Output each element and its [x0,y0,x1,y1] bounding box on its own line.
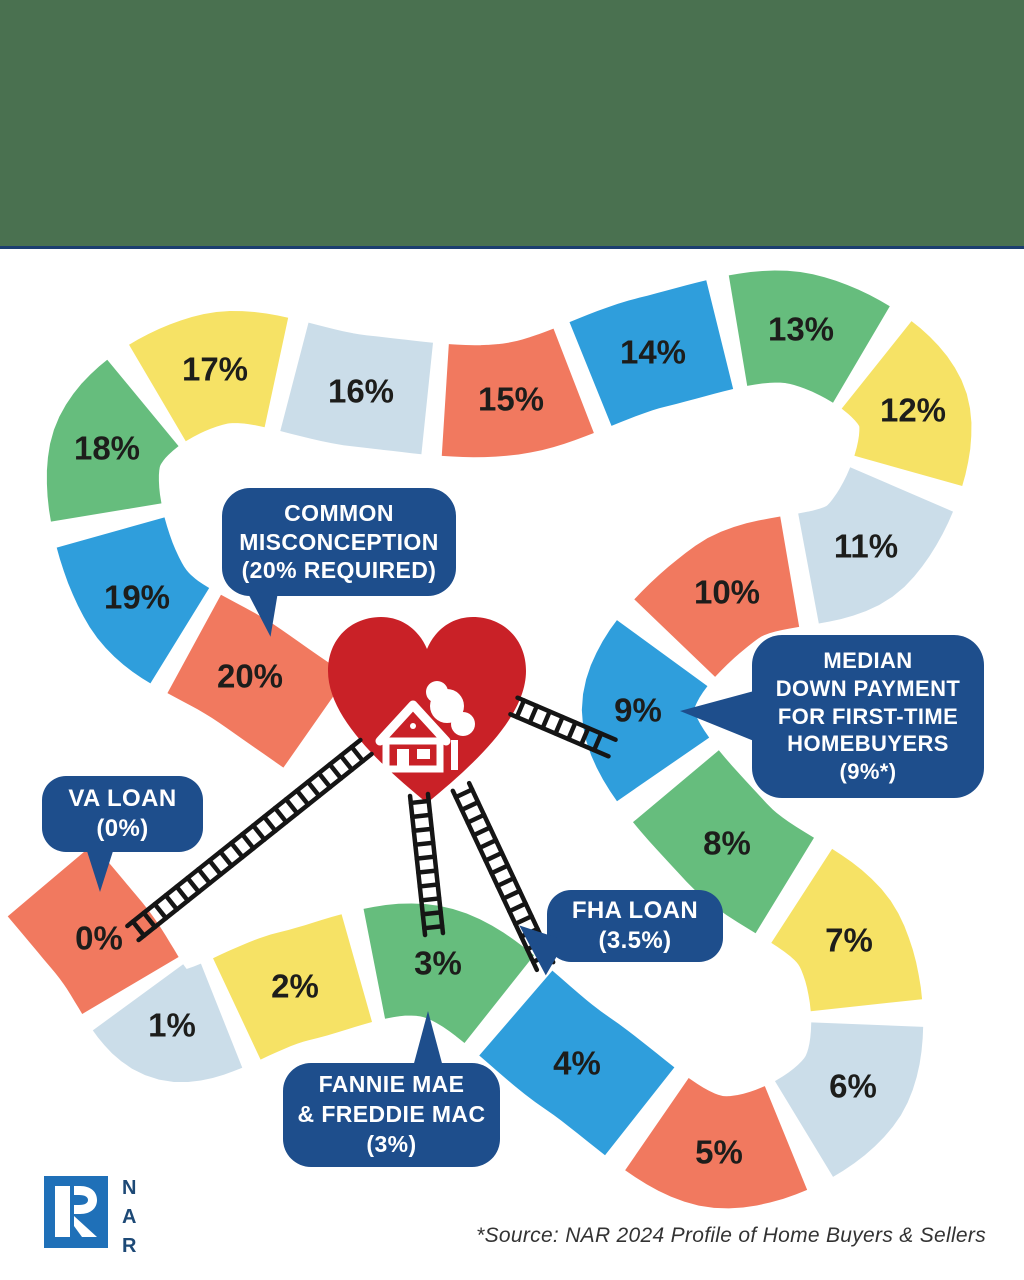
callout-line: (3.5%) [598,927,672,954]
nar-letter: A [122,1206,138,1228]
callout-line: MISCONCEPTION [239,528,439,555]
callout-line: VA LOAN [68,785,177,812]
callout-line: FHA LOAN [571,897,699,924]
nar-logo [44,1176,164,1256]
board-segment-label: 12% [879,391,947,429]
house-door [397,749,409,769]
nar-logo-letters [122,1177,137,1258]
board-segment-label: 13% [767,310,835,348]
board-segment-label: 10% [693,573,761,611]
callout-common-misconception [222,488,456,596]
callout-fannie-mae-freddie-mac [283,1063,500,1167]
board-segment-label: 9% [614,691,662,729]
source-note: *Source: NAR 2024 Profile of Home Buyers & Sellers [476,1224,986,1247]
board-segment-label: 15% [477,380,545,418]
callout-va-loan [42,776,203,852]
board-segment-label: 11% [833,527,899,565]
tree-cloud-icon [451,712,475,736]
realtor-r-icon [44,1176,108,1248]
tree-cloud-icon [426,681,448,703]
board-segment-label: 19% [103,578,171,616]
callout-line: DOWN PAYMENT [775,675,961,701]
callout-line: COMMON [284,499,394,526]
callout-line: & FREDDIE MAC [297,1101,486,1128]
board-segment-label: 16% [327,372,395,410]
callout-line: (20% REQUIRED) [241,557,437,584]
board-segment-label: 2% [271,967,319,1005]
callout-line: (0%) [96,815,149,842]
board-segment-label: 14% [619,333,687,371]
board-segment-label: 6% [829,1067,877,1105]
board-segment-label: 7% [825,921,873,959]
callout-line: FANNIE MAE [318,1071,465,1098]
board-segment-label: 5% [695,1133,743,1171]
heart-shape [328,617,526,803]
callout-line: HOMEBUYERS [787,731,949,757]
board-segment-label: 18% [73,429,141,467]
board-segment-label: 20% [216,657,284,695]
nar-letter: N [122,1177,138,1199]
callout-line: MEDIAN [823,647,913,673]
board-segment-label: 8% [703,824,751,862]
callout-line: (9%*) [839,759,897,785]
callout-median-down-payment [752,635,984,798]
tree-trunk [451,740,458,770]
callout-line: FOR FIRST-TIME [777,703,959,729]
callout-line: (3%) [366,1130,417,1157]
board-segment-label: 3% [414,944,462,982]
house-window [417,749,430,759]
nar-letter: R [122,1235,138,1257]
board-segment-label: 4% [553,1044,601,1082]
callout-fha-loan [547,890,723,962]
board-segment-label: 1% [148,1006,196,1044]
board-segment-label: 17% [181,350,249,388]
board-segment-label: 0% [75,919,123,957]
